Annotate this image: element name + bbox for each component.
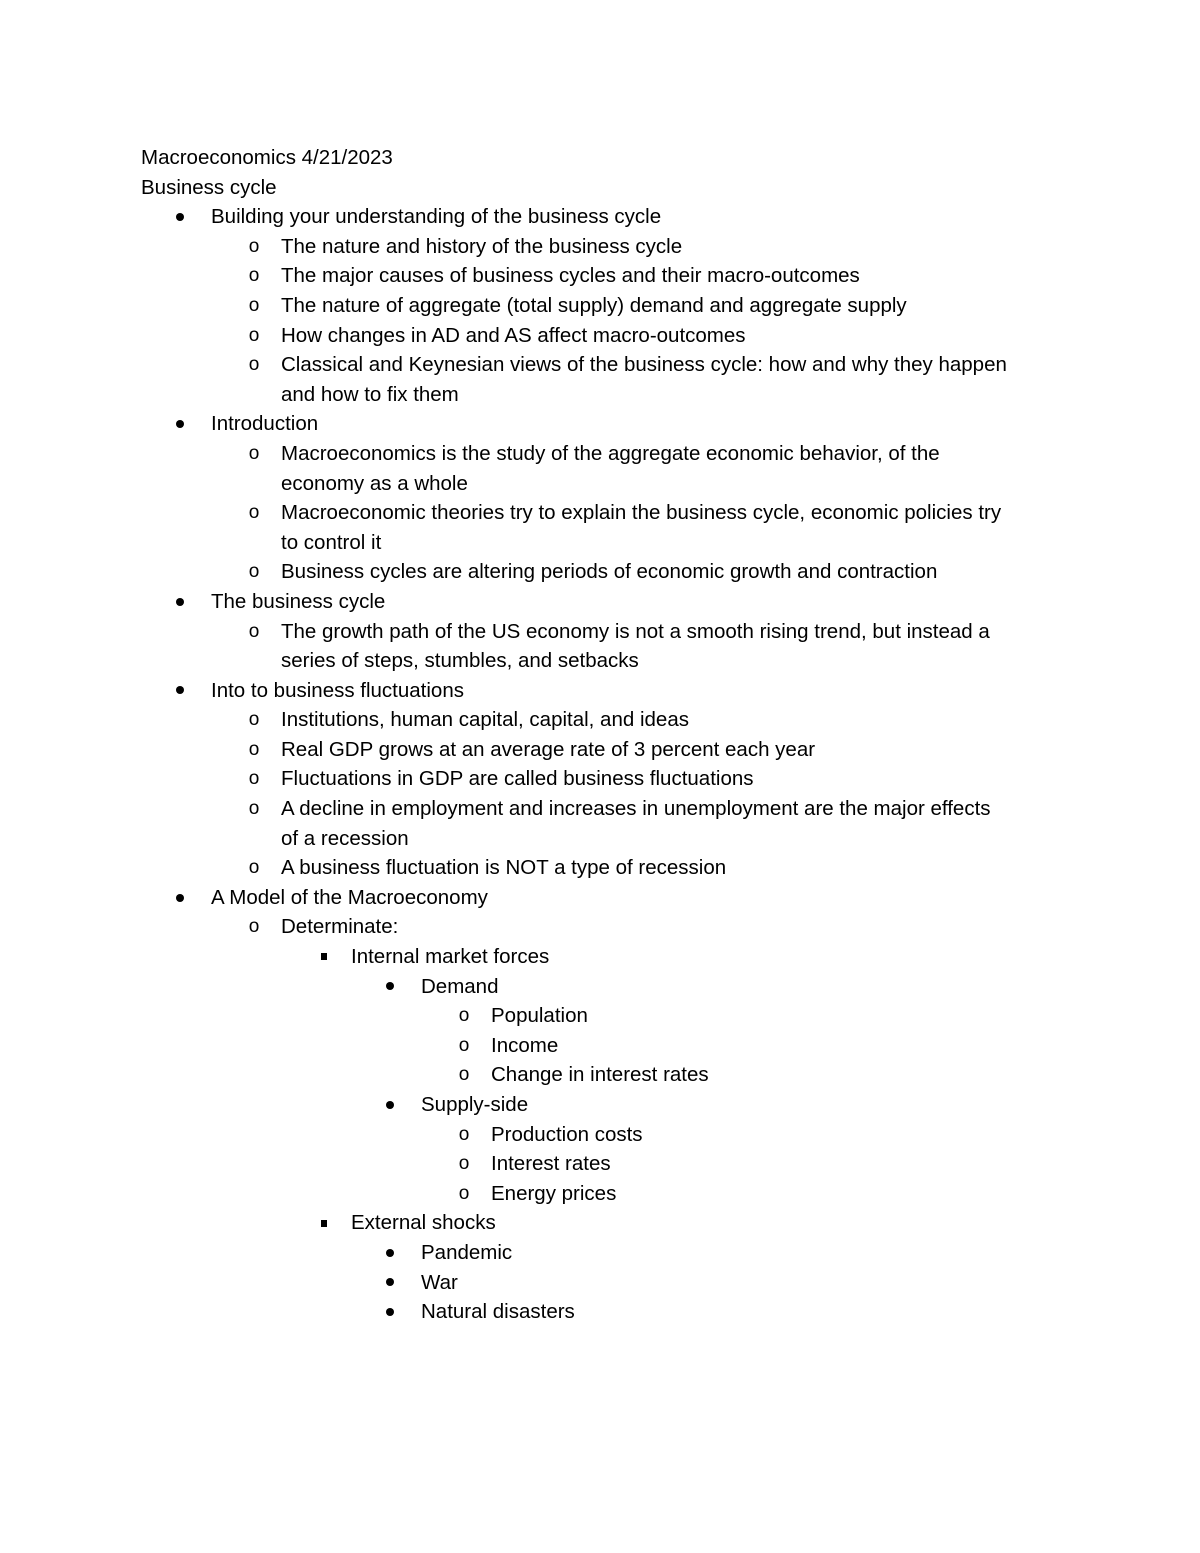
subitem-item: [211, 321, 1061, 351]
bullet-dot-icon: [381, 972, 399, 1002]
leaf-item: [421, 1149, 1061, 1179]
subitem-item: [211, 557, 1061, 587]
subitem-text: How changes in AD and AS affect macro-outcomes: [281, 323, 746, 347]
factor-group-text: Demand: [421, 974, 499, 998]
subitem-text: Macroeconomics is the study of the aggregate economic behavior, of the: [281, 441, 940, 465]
bullet-dot-icon: [171, 676, 189, 706]
bullet-circle-icon: o: [248, 502, 260, 524]
bullet-circle-icon: o: [248, 738, 260, 760]
subitem-text: A decline in employment and increases in unemployment are the major effects: [281, 797, 991, 821]
leaf-item: [421, 1060, 1061, 1090]
bullet-circle-icon: o: [248, 324, 260, 346]
subitem-item: [211, 498, 1061, 557]
subitem-item: [211, 261, 1061, 291]
subitem-text-continued: and how to fix them: [281, 382, 459, 406]
factor-text: External shocks: [351, 1211, 496, 1235]
subitem-text: Institutions, human capital, capital, and ideas: [281, 708, 689, 732]
factor-group-text: Natural disasters: [421, 1300, 575, 1324]
factor-item: [281, 942, 1061, 1208]
bullet-dot-icon: [171, 409, 189, 439]
subitem-item: [211, 291, 1061, 321]
bullet-circle-icon: o: [248, 294, 260, 316]
sub-list: [211, 439, 1061, 587]
subitem-item: [211, 735, 1061, 765]
subitem-text: The major causes of business cycles and their macro-outcomes: [281, 264, 860, 288]
factor-group-text: War: [421, 1270, 458, 1294]
bullet-square-icon: [315, 1208, 333, 1238]
bullet-dot-icon: [171, 202, 189, 232]
subitem-text-continued: of a recession: [281, 826, 409, 850]
sub-list: [211, 232, 1061, 410]
sub-list: [211, 912, 1061, 1326]
subitem-text: The nature and history of the business cycle: [281, 234, 683, 258]
sub-sub-list: [281, 942, 1061, 1327]
factor-group-item: [351, 1297, 1061, 1327]
subitem-text: The nature of aggregate (total supply) demand and aggregate supply: [281, 293, 907, 317]
bullet-circle-icon: o: [458, 1064, 470, 1086]
bullet-dot-icon: [381, 1238, 399, 1268]
section-text: Building your understanding of the business cycle: [211, 205, 662, 229]
factor-group-text: Supply-side: [421, 1093, 529, 1116]
leaf-text: Change in interest rates: [491, 1063, 709, 1087]
bullet-circle-icon: o: [248, 354, 260, 376]
subitem-text-continued: economy as a whole: [281, 471, 468, 495]
section-text: A Model of the Macroeconomy: [211, 885, 488, 909]
factor-group-item: [351, 1090, 1061, 1208]
sub-list: [211, 617, 1061, 676]
bullet-dot-icon: [381, 1090, 399, 1120]
subitem-text: Determinate:: [281, 915, 399, 939]
leaf-list: [421, 1120, 1061, 1209]
subitem-text: Business cycles are altering periods of economic growth and contraction: [281, 560, 938, 584]
bullet-circle-icon: o: [458, 1123, 470, 1145]
bullet-dot-icon: [171, 883, 189, 913]
factor-item: [281, 1208, 1061, 1326]
bullet-dot-icon: [171, 587, 189, 617]
section-item: [141, 409, 1061, 587]
bullet-circle-icon: o: [248, 265, 260, 287]
factor-list: [351, 1238, 1061, 1327]
bullet-circle-icon: o: [248, 857, 260, 879]
leaf-item: [421, 1179, 1061, 1209]
section-text: Introduction: [211, 412, 319, 436]
bullet-dot-icon: [381, 1297, 399, 1327]
leaf-text: Interest rates: [491, 1152, 611, 1176]
bullet-circle-icon: o: [248, 235, 260, 257]
factor-list: [351, 972, 1061, 1209]
subitem-text: Classical and Keynesian views of the business cycle: how and why they happen: [281, 353, 1007, 377]
bullet-circle-icon: o: [248, 620, 260, 642]
subitem-text-continued: to control it: [281, 530, 382, 554]
factor-text: Internal market forces: [351, 945, 550, 969]
bullet-circle-icon: o: [458, 1182, 470, 1204]
section-item: [141, 587, 1061, 676]
document-title: Macroeconomics 4/21/2023: [141, 146, 393, 169]
bullet-circle-icon: o: [248, 442, 260, 464]
document-body: [141, 143, 1061, 1327]
bullet-circle-icon: o: [248, 709, 260, 731]
leaf-list: [421, 1001, 1061, 1090]
subitem-text-continued: series of steps, stumbles, and setbacks: [281, 649, 639, 673]
bullet-dot-icon: [381, 1268, 399, 1298]
subitem-text: Macroeconomic theories try to explain the business cycle, economic policies try: [281, 501, 1002, 525]
factor-group-item: [351, 1238, 1061, 1268]
leaf-item: [421, 1031, 1061, 1061]
subitem-item: [211, 764, 1061, 794]
leaf-text: Production costs: [491, 1122, 643, 1146]
section-item: [141, 202, 1061, 409]
factor-group-item: [351, 1268, 1061, 1298]
subitem-item: [211, 853, 1061, 883]
factor-group-text: Pandemic: [421, 1240, 513, 1264]
factor-group-item: [351, 972, 1061, 1090]
leaf-text: Energy prices: [491, 1181, 617, 1205]
sub-list: [211, 705, 1061, 883]
leaf-text: Population: [491, 1004, 588, 1028]
section-text: The business cycle: [211, 589, 386, 613]
leaf-item: [421, 1120, 1061, 1150]
subitem-item: [211, 912, 1061, 1326]
leaf-item: [421, 1001, 1061, 1031]
bullet-square-icon: [315, 942, 333, 972]
subitem-text: Fluctuations in GDP are called business fluctuations: [281, 767, 754, 791]
bullet-circle-icon: o: [248, 768, 260, 790]
subitem-text: Real GDP grows at an average rate of 3 percent each year: [281, 737, 816, 761]
document-subtitle: Business cycle: [141, 175, 277, 199]
section-item: [141, 883, 1061, 1327]
bullet-circle-icon: o: [248, 916, 260, 938]
subitem-item: [211, 232, 1061, 262]
outline-list: [141, 202, 1061, 1327]
bullet-circle-icon: o: [458, 1034, 470, 1056]
section-item: [141, 676, 1061, 883]
bullet-circle-icon: o: [248, 798, 260, 820]
subitem-text: A business fluctuation is NOT a type of recession: [281, 856, 727, 880]
subitem-item: [211, 705, 1061, 735]
subitem-item: [211, 617, 1061, 676]
subitem-item: [211, 350, 1061, 409]
subitem-text: The growth path of the US economy is not a smooth rising trend, but instead a: [281, 619, 990, 643]
bullet-circle-icon: o: [458, 1153, 470, 1175]
leaf-text: Income: [491, 1033, 559, 1057]
section-text: Into to business fluctuations: [211, 678, 464, 702]
subitem-item: [211, 794, 1061, 853]
bullet-circle-icon: o: [248, 561, 260, 583]
subitem-item: [211, 439, 1061, 498]
bullet-circle-icon: o: [458, 1005, 470, 1027]
